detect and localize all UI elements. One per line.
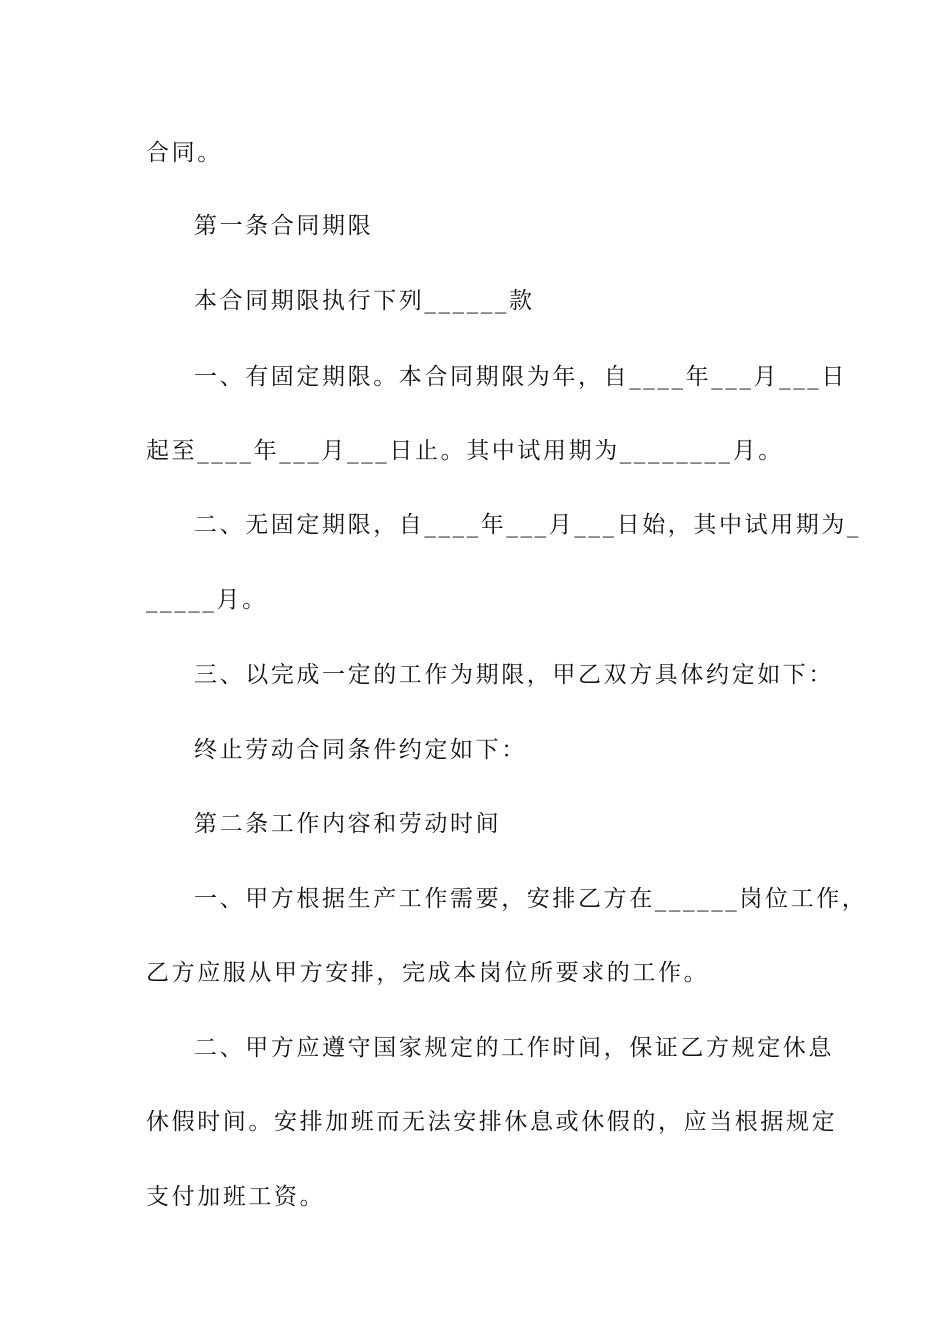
paragraph-line: 乙方应服从甲方安排，完成本岗位所要求的工作。 [146, 960, 710, 986]
paragraph-line: 支付加班工资。 [146, 1184, 326, 1210]
paragraph-line: 终止劳动合同条件约定如下： [194, 737, 527, 763]
paragraph-line: 一、有固定期限。本合同期限为年，自____年___月___日 [194, 364, 847, 390]
paragraph-line: 合同。 [146, 140, 223, 166]
section-heading: 第二条工作内容和劳动时间 [194, 811, 502, 837]
paragraph-line: 休假时间。安排加班而无法安排休息或休假的，应当根据规定 [146, 1109, 838, 1135]
paragraph-line: 三、以完成一定的工作为期限，甲乙双方具体约定如下： [194, 662, 834, 688]
paragraph-line: 二、甲方应遵守国家规定的工作时间，保证乙方规定休息 [194, 1035, 834, 1061]
paragraph-line: 一、甲方根据生产工作需要，安排乙方在______岗位工作， [194, 886, 868, 912]
section-heading: 第一条合同期限 [194, 213, 374, 239]
paragraph-line: 起至____年___月___日止。其中试用期为________月。 [146, 438, 784, 464]
paragraph-line: _____月。 [146, 587, 268, 613]
paragraph-line: 本合同期限执行下列______款 [194, 288, 535, 314]
paragraph-line: 二、无固定期限，自____年___月___日始，其中试用期为_ [194, 512, 862, 538]
